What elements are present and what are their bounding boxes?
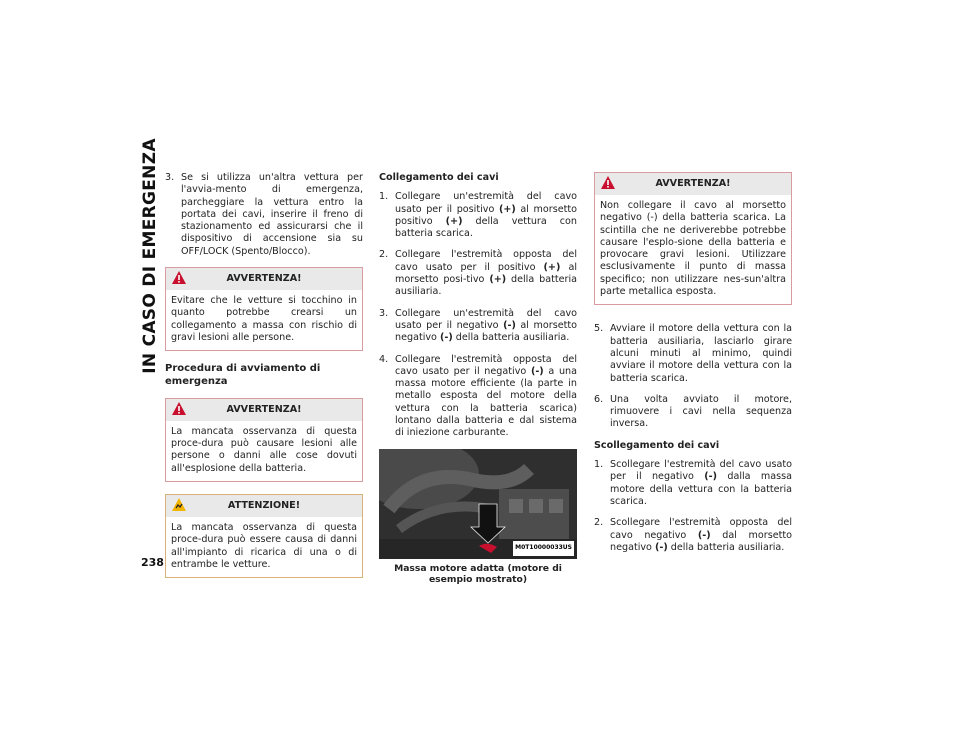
warning-title: AVVERTENZA! — [226, 272, 302, 284]
caution-title: ATTENZIONE! — [227, 499, 301, 511]
step-text: Collegare un'estremità del cavo usato per il positivo (+) al morsetto positivo (+) della vettura con batteria scarica. — [395, 191, 577, 240]
step-number: 5. — [594, 323, 604, 335]
step-4 — [379, 354, 577, 440]
warning-box — [165, 398, 363, 482]
warning-text: Non collegare il cavo al morsetto negativo (-) della batteria scarica. La scintilla che ne deriverebbe potrebbe causare l'esplo-sione della batteria e provocare gravi lesioni. Utilizzare esclusivamente il punto di massa specifico; non utilizzare nes-sun'altra parte metallica esposta. — [600, 200, 786, 298]
step-number: 2. — [594, 517, 604, 529]
section-heading: Scollegamento dei cavi — [594, 439, 720, 451]
warning-header — [595, 173, 791, 195]
step-1 — [379, 191, 577, 240]
step-number: 4. — [379, 353, 389, 365]
step-number: 3. — [379, 307, 389, 319]
caution-box — [165, 494, 363, 578]
step-2 — [379, 249, 577, 298]
step-number: 3. — [165, 172, 175, 183]
step-text: Scollegare l'estremità del cavo usato per il negativo (-) dalla massa motore della vettura con la batteria scarica. — [610, 459, 792, 507]
step-text: Avviare il motore della vettura con la batteria ausiliaria, lasciarlo girare alcuni minuti al minimo, quindi avviare il motore della vettura con la batteria scarica. — [610, 323, 792, 384]
warning-box — [594, 172, 792, 305]
chapter-side-title — [138, 138, 162, 374]
warning-text: La mancata osservanza di questa proce-dura può causare lesioni alle persone o danni alle cose dovuti all'esplosione della batteria. — [171, 425, 357, 474]
image-caption: Massa motore adatta (motore di esempio mostrato) — [394, 562, 562, 586]
section-heading: Collegamento dei cavi — [379, 172, 499, 183]
step-text: Collegare l'estremità opposta del cavo usato per il negativo (-) a una massa motore efficiente (la parte in metallo esposta del motore della vettura con la batteria scarica) lontano dalla batteria e dal sistema di iniezione carburante. — [395, 353, 577, 439]
warning-title: AVVERTENZA! — [655, 177, 731, 189]
step-5 — [594, 323, 792, 384]
step-text: Una volta avviato il motore, rimuovere i cavi nella sequenza inversa. — [610, 393, 792, 430]
warning-header — [166, 399, 362, 421]
caution-text: La mancata osservanza di questa proce-dura può essere causa di danni all'impianto di ricarica di una o di entrambe le vetture. — [171, 522, 357, 570]
column-middle — [379, 172, 577, 586]
column-right — [594, 172, 792, 563]
section-heading: Procedura di avviamento di emergenza — [165, 363, 321, 387]
warning-triangle-icon — [172, 271, 186, 284]
step-text: Scollegare l'estremità opposta del cavo negativo (-) dal morsetto negativo (-) della batteria ausiliaria. — [610, 517, 792, 553]
chapter-title-text: IN CASO DI EMERGENZA — [140, 138, 160, 374]
warning-box — [165, 267, 363, 351]
step-number: 1. — [594, 459, 604, 471]
caution-triangle-icon — [172, 498, 186, 511]
step-text: Collegare un'estremità del cavo usato per il negativo (-) al morsetto negativo (-) della batteria ausiliaria. — [395, 307, 577, 344]
engine-ground-photo — [379, 449, 577, 559]
warning-triangle-icon — [601, 176, 615, 189]
step-text: Se si utilizza un'altra vettura per l'avvia-mento di emergenza, parcheggiare la vettura entro la portata dei cavi, inserire il freno di stazionamento ed assicurarsi che il dispositivo di accensione sia su OFF/LOCK (Spento/Blocco). — [181, 172, 363, 257]
warning-triangle-icon — [172, 402, 186, 415]
step-3 — [379, 308, 577, 345]
image-code: M0T10000033US — [513, 541, 574, 555]
page-number: 238 — [141, 556, 164, 569]
step-number: 6. — [594, 393, 604, 405]
caution-header — [166, 495, 362, 517]
step-number: 2. — [379, 249, 389, 261]
step-6 — [594, 394, 792, 431]
warning-text: Evitare che le vetture si tocchino in quanto potrebbe crearsi un collegamento a massa con rischio di gravi lesioni alle persone. — [171, 295, 357, 343]
column-left — [165, 172, 363, 590]
step-text: Collegare l'estremità opposta del cavo usato per il positivo (+) al morsetto posi-tivo (+) della batteria ausiliaria. — [395, 249, 577, 298]
warning-title: AVVERTENZA! — [226, 403, 302, 415]
step-1 — [594, 459, 792, 508]
step-3 — [165, 172, 363, 258]
step-2 — [594, 517, 792, 554]
warning-header — [166, 268, 362, 290]
step-number: 1. — [379, 191, 389, 203]
